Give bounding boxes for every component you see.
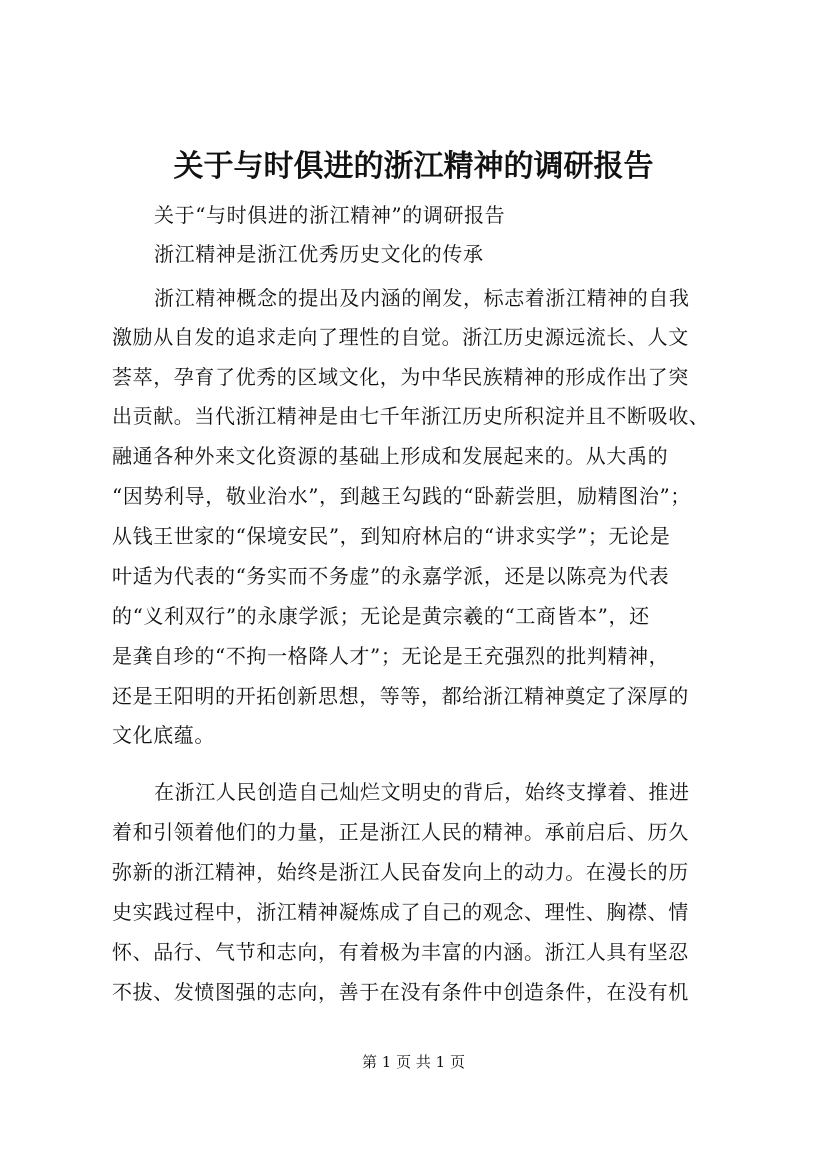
body-line: 在浙江人民创造自己灿烂文明史的背后，始终支撑着、推进 xyxy=(154,780,690,804)
body-line: 史实践过程中，浙江精神凝炼成了自己的观念、理性、胸襟、情 xyxy=(112,900,689,924)
document-title: 关于与时俱进的浙江精神的调研报告 xyxy=(173,149,654,184)
body-line: 的“义利双行”的永康学派；无论是黄宗羲的“工商皆本”，还 xyxy=(112,604,650,628)
body-line: 出贡献。当代浙江精神是由七千年浙江历史所积淀并且不断吸收、 xyxy=(112,404,710,428)
body-line: “因势利导，敬业治水”，到越王勾践的“卧薪尝胆，励精图治”； xyxy=(112,484,691,508)
body-line: 怀、品行、气节和志向，有着极为丰富的内涵。浙江人具有坚忍 xyxy=(112,940,689,964)
body-line: 叶适为代表的“务实而不务虚”的永嘉学派，还是以陈亮为代表 xyxy=(112,564,670,588)
body-line: 荟萃，孕育了优秀的区域文化，为中华民族精神的形成作出了突 xyxy=(112,365,689,389)
body-line: 文化底蕴。 xyxy=(112,723,215,747)
body-line: 浙江精神概念的提出及内涵的阐发，标志着浙江精神的自我 xyxy=(154,286,690,310)
body-line: 融通各种外来文化资源的基础上形成和发展起来的。从大禹的 xyxy=(112,444,669,468)
body-line: 不拔、发愤图强的志向，善于在没有条件中创造条件，在没有机 xyxy=(112,980,689,1004)
body-line: 还是王阳明的开拓创新思想，等等，都给浙江精神奠定了深厚的 xyxy=(112,684,689,708)
body-line: 着和引领着他们的力量，正是浙江人民的精神。承前启后、历久 xyxy=(112,820,689,844)
body-line: 弥新的浙江精神，始终是浙江人民奋发向上的动力。在漫长的历 xyxy=(112,860,689,884)
body-line: 是龚自珍的“不拘一格降人才”；无论是王充强烈的批判精神， xyxy=(112,644,670,668)
body-line: 从钱王世家的“保境安民”，到知府林启的“讲求实学”；无论是 xyxy=(112,524,671,548)
body-line: 浙江精神是浙江优秀历史文化的传承 xyxy=(154,242,484,266)
body-line: 激励从自发的追求走向了理性的自觉。浙江历史源远流长、人文 xyxy=(112,325,689,349)
page-footer: 第 1 页 共 1 页 xyxy=(362,1053,465,1071)
body-line: 关于“与时俱进的浙江精神”的调研报告 xyxy=(154,203,506,227)
